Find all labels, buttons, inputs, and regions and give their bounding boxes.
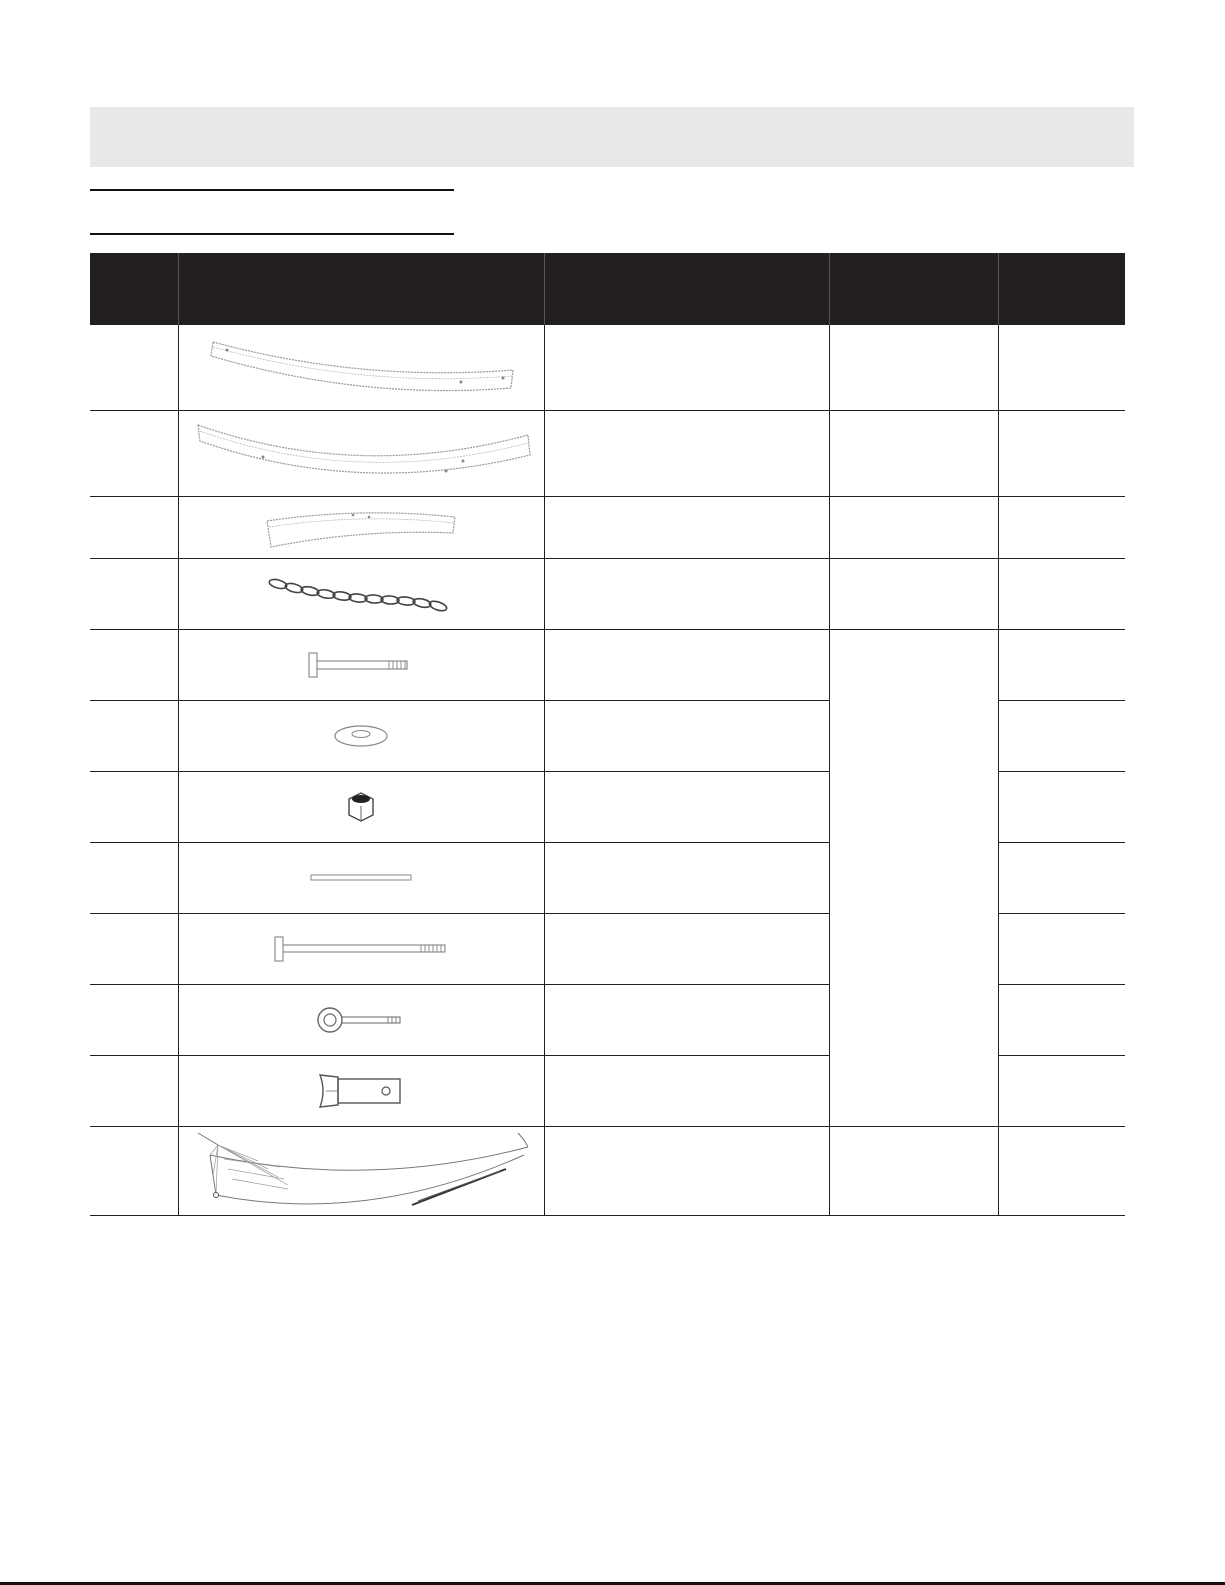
- quantity-cell: [998, 771, 1125, 842]
- hardware-cell: [829, 558, 998, 629]
- eye-bolt-icon: [316, 1003, 406, 1037]
- part-cell: [90, 629, 178, 700]
- part-image-cell: [178, 1055, 544, 1126]
- header-cell-hardware: [829, 253, 998, 325]
- quantity-cell: [998, 1055, 1125, 1126]
- part-cell: [90, 410, 178, 496]
- header-cell-quantity: [998, 253, 1125, 325]
- part-cell: [90, 1126, 178, 1215]
- part-cell: [90, 325, 178, 410]
- hardware-cell: [829, 325, 998, 410]
- description-cell: [544, 984, 829, 1055]
- table-row: [90, 410, 1125, 496]
- part-cell: [90, 842, 178, 913]
- description-cell: [544, 558, 829, 629]
- header-cell-description: [544, 253, 829, 325]
- washer-icon: [331, 721, 391, 751]
- part-image-cell: [178, 771, 544, 842]
- part-image-cell: [178, 629, 544, 700]
- curved-frame-bar-icon: [188, 415, 534, 491]
- hammock-icon: [188, 1129, 534, 1213]
- quantity-cell: [998, 913, 1125, 984]
- description-cell: [544, 700, 829, 771]
- part-cell: [90, 913, 178, 984]
- part-cell: [90, 496, 178, 558]
- description-cell: [544, 771, 829, 842]
- header-cell-part: [90, 253, 178, 325]
- part-cell: [90, 771, 178, 842]
- quantity-cell: [998, 842, 1125, 913]
- description-cell: [544, 913, 829, 984]
- header-cell-image: [178, 253, 544, 325]
- table-row: [90, 496, 1125, 558]
- part-image-cell: [178, 913, 544, 984]
- table-row: [90, 629, 1125, 700]
- part-image-cell: [178, 410, 544, 496]
- hardware-cell: [829, 1126, 998, 1215]
- quantity-cell: [998, 984, 1125, 1055]
- description-cell: [544, 842, 829, 913]
- part-cell: [90, 700, 178, 771]
- part-image-cell: [178, 558, 544, 629]
- end-cap-icon: [316, 1071, 406, 1111]
- table-row: [90, 1126, 1125, 1215]
- description-cell: [544, 496, 829, 558]
- part-cell: [90, 984, 178, 1055]
- section-header-banner: [90, 107, 1134, 167]
- part-cell: [90, 558, 178, 629]
- short-curved-bar-icon: [261, 503, 461, 551]
- description-cell: [544, 325, 829, 410]
- part-image-cell: [178, 1126, 544, 1215]
- hardware-cell: [829, 496, 998, 558]
- parts-list-table: [90, 253, 1125, 1216]
- part-image-cell: [178, 325, 544, 410]
- nut-icon: [341, 789, 381, 825]
- bolt-icon: [301, 650, 421, 680]
- part-image-cell: [178, 984, 544, 1055]
- header-rule-bottom: [90, 233, 454, 235]
- description-cell: [544, 410, 829, 496]
- description-cell: [544, 1055, 829, 1126]
- quantity-cell: [998, 558, 1125, 629]
- part-image-cell: [178, 842, 544, 913]
- table-row: [90, 325, 1125, 410]
- quantity-cell: [998, 325, 1125, 410]
- part-cell: [90, 1055, 178, 1126]
- quantity-cell: [998, 1126, 1125, 1215]
- description-cell: [544, 629, 829, 700]
- hardware-pack-cell: [829, 629, 998, 1126]
- table-header-row: [90, 253, 1125, 325]
- quantity-cell: [998, 700, 1125, 771]
- description-cell: [544, 1126, 829, 1215]
- curved-frame-bar-icon: [191, 332, 531, 402]
- rod-icon: [309, 872, 413, 884]
- long-bolt-icon: [271, 934, 451, 964]
- part-image-cell: [178, 496, 544, 558]
- chain-icon: [266, 574, 456, 614]
- part-image-cell: [178, 700, 544, 771]
- quantity-cell: [998, 410, 1125, 496]
- quantity-cell: [998, 629, 1125, 700]
- hardware-cell: [829, 410, 998, 496]
- header-rule-top: [90, 189, 454, 191]
- table-row: [90, 558, 1125, 629]
- quantity-cell: [998, 496, 1125, 558]
